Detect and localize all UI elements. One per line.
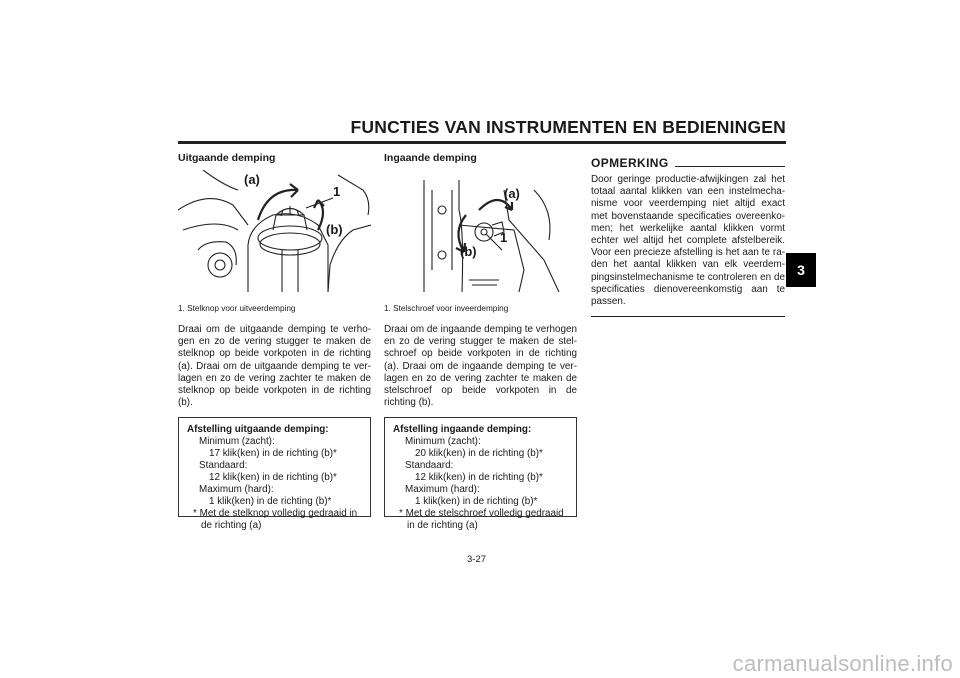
figure-caption: 1. Stelknop voor uitveerdemping (178, 304, 296, 313)
note-text: Door geringe productie-afwijkingen zal het totaal aantal klikken van een instelmecha-nisme voor veerdemping niet altijd exact met bovenstaande specificaties overeenko-men; het werkelijke aantal klikken vormt echter wel altijd het complete afstelbereik. Voor een precieze afstelling is het aan te ra-den het aantal klikken van elk veerdem-pingsinstelmechanisme te controleren en de specificaties dienovereenkomstig aan te passen. (591, 174, 785, 308)
spec-min-label: Minimum (zacht): (405, 436, 481, 448)
header-rule (178, 141, 786, 144)
note-heading-rule (675, 166, 785, 167)
compression-damping-instructions: Draai om de ingaande demping te verhogen en zo de vering stugger te maken de stel-schroef op beide vorkpoten in de richting (a). Draai om de ingaande demping te ver-lagen en zo de vering zachter te maken de stelschroef op beide vorkpoten in de richting (b). (384, 324, 577, 409)
spec-title: Afstelling uitgaande demping: (187, 424, 329, 436)
direction-b-label: (b) (326, 222, 343, 237)
note-end-rule (591, 316, 785, 317)
direction-b-label: (b) (460, 244, 477, 259)
spec-std-label: Standaard: (199, 460, 248, 472)
figure-caption: 1. Stelschroef voor inveerdemping (384, 304, 509, 313)
rebound-damping-heading: Uitgaande demping (178, 152, 276, 164)
note-heading-text: OPMERKING (591, 156, 669, 170)
spec-max-label: Maximum (hard): (405, 484, 480, 496)
rebound-damping-column (178, 152, 371, 532)
spec-std-value: 12 klik(ken) in de richting (b)* (415, 472, 543, 484)
spec-title: Afstelling ingaande demping: (393, 424, 532, 436)
note-heading (591, 156, 785, 170)
rebound-adjuster-illustration (178, 170, 371, 292)
compression-damping-column (384, 152, 577, 532)
part-number-label: 1 (333, 184, 341, 199)
rebound-damping-spec-box (178, 417, 371, 532)
spec-footnote: * Met de stelschroef volledig gedraaid in de richting (a) (399, 508, 564, 532)
spec-max-value: 1 klik(ken) in de richting (b)* (209, 496, 332, 508)
spec-max-label: Maximum (hard): (199, 484, 274, 496)
spec-max-value: 1 klik(ken) in de richting (b)* (415, 496, 538, 508)
part-number-label: 1 (500, 230, 508, 245)
compression-damping-heading: Ingaande demping (384, 152, 477, 164)
spec-min-value: 17 klik(ken) in de richting (b)* (209, 448, 337, 460)
site-watermark: carmanualsonline.info (732, 651, 953, 676)
spec-footnote: * Met de stelknop volledig gedraaid in de richting (a) (193, 508, 358, 532)
spec-std-value: 12 klik(ken) in de richting (b)* (209, 472, 337, 484)
spec-min-label: Minimum (zacht): (199, 436, 275, 448)
page-header-title: FUNCTIES VAN INSTRUMENTEN EN BEDIENINGEN (350, 117, 786, 137)
compression-adjuster-illustration (384, 170, 577, 292)
compression-damping-spec-box (384, 417, 577, 532)
chapter-tab: 3 (786, 253, 816, 287)
spec-min-value: 20 klik(ken) in de richting (b)* (415, 448, 543, 460)
direction-a-label: (a) (504, 186, 520, 201)
rebound-damping-instructions: Draai om de uitgaande demping te verho-gen en zo de vering stugger te maken de stelknop op beide vorkpoten in de richting (a). Draai om de uitgaande demping te ver-lagen en zo de vering zachter te maken de stelknop op beide vorkpoten in de richting (b). (178, 324, 371, 409)
spec-std-label: Standaard: (405, 460, 454, 472)
note-column (591, 152, 785, 317)
direction-a-label: (a) (244, 172, 260, 187)
page-number: 3-27 (467, 554, 487, 565)
